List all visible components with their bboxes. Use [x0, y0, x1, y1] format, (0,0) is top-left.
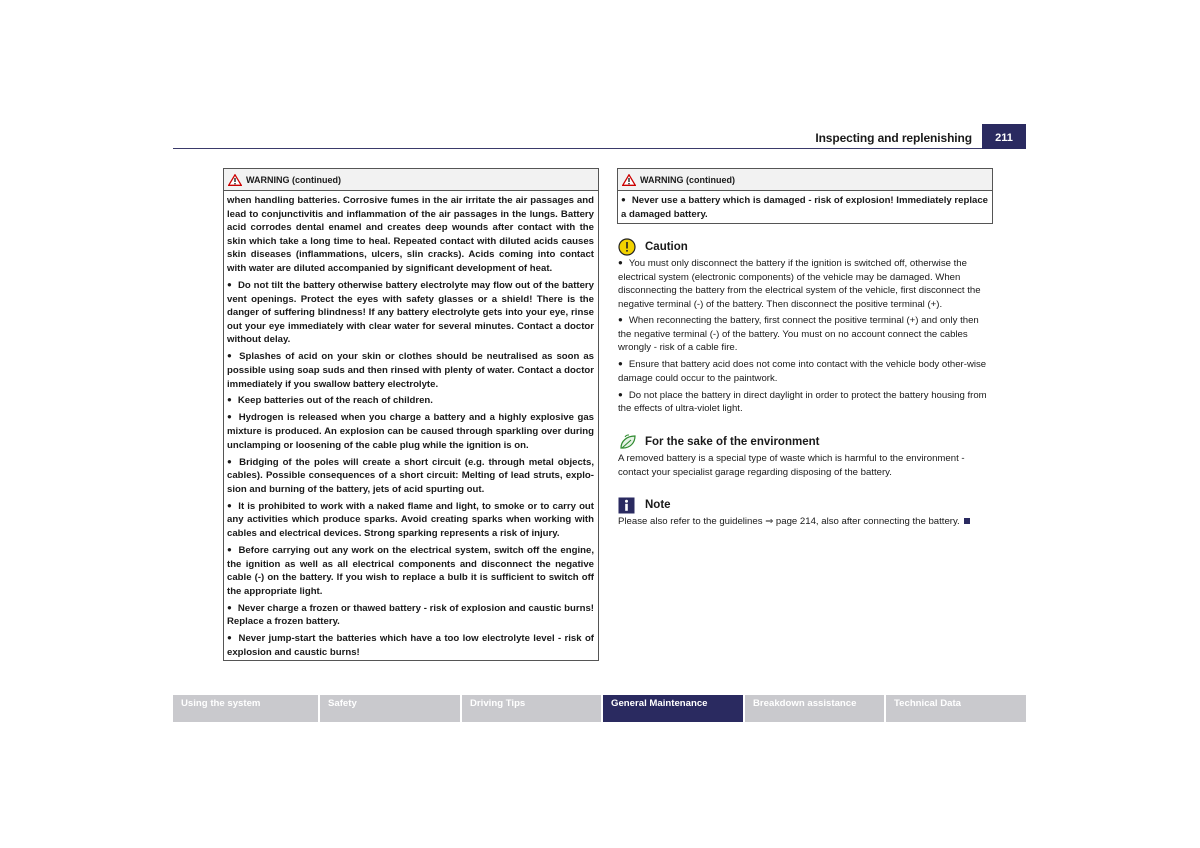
warning-box-right [617, 168, 993, 224]
caution-header [618, 237, 992, 257]
recycle-leaf-icon [618, 433, 638, 451]
note-section [618, 495, 992, 532]
page-number: 211 [982, 124, 1026, 149]
environment-paragraph: A removed battery is a special type of waste which is harmful to the environment - contact your specialist garage regarding disposing of the battery. [618, 453, 965, 478]
warning-body [224, 191, 598, 667]
page-title: Inspecting and replenishing [815, 131, 972, 145]
warning-bullet: ● Splashes of acid on your skin or clothes should be neutralised as soon as possible using soap suds and then rinsed with plenty of water. Contact a doctor immediately if you swallow battery electrolyte. [227, 350, 594, 391]
caution-bullet: ● When reconnecting the battery, first connect the positive terminal (+) and only then the negative terminal (-) of the battery. You must on no account connect the cables wrongly - risk of a cable fire. [618, 314, 992, 355]
warning-header [224, 169, 598, 191]
caution-circle-icon [618, 238, 636, 256]
environment-text [618, 452, 992, 479]
end-mark-icon [964, 518, 970, 524]
warning-header [618, 169, 992, 191]
note-title: Note [645, 499, 671, 511]
caution-bullet: ● Do not place the battery in direct daylight in order to protect the battery housing from the effects of ultra-violet light. [618, 389, 992, 416]
environment-header [618, 432, 992, 452]
caution-bullet: ● You must only disconnect the battery if the ignition is switched off, otherwise the electrical system (electronic components) of the vehicle may be damaged. When disconnecting the battery from the electrical system of the vehicle, first disconnect the negative terminal (-) of the battery. Then disconnect the positive terminal (+). [618, 257, 992, 311]
warning-bullet: ● Never charge a frozen or thawed battery - risk of explosion and caustic burns! Replace a frozen battery. [227, 602, 594, 629]
warning-bullet: ● Keep batteries out of the reach of children. [227, 394, 594, 408]
tab-using-the-system[interactable]: Using the system [173, 695, 318, 722]
warning-bullet: ● Before carrying out any work on the electrical system, switch off the engine, the ignition as well as all electrical components and disconnect the negative cable (-) on the battery. If you wish to replace a bulb it is sufficient to switch off the appropriate light. [227, 544, 594, 598]
tab-general-maintenance[interactable]: General Maintenance [603, 695, 743, 722]
warning-box-left [223, 168, 599, 661]
warning-bullet: ● It is prohibited to work with a naked flame and light, to smoke or to carry out any activities which produce sparks. Avoid creating sparks when working with cables and electrical devices. Strong sparking represents a risk of injury. [227, 500, 594, 541]
header-rule [173, 148, 1026, 149]
caution-bullet: ● Ensure that battery acid does not come into contact with the vehicle body other-wise damage could occur to the paintwork. [618, 358, 992, 385]
caution-text [618, 257, 992, 416]
warning-heading: WARNING (continued) [640, 174, 735, 185]
warning-paragraph: when handling batteries. Corrosive fumes in the air irritate the air passages and lead to conjunctivitis and inflammation of the air passages in the lungs. Battery acid corrodes dental enamel and creates deep wounds after contact with the skin which take a long time to heal. Repeated contact with diluted acids causes skin diseases (inflammations, ulcers, slin cracks). Acids coming into contact with water are diluted accompanied by significant development of heat. [227, 195, 594, 274]
note-header [618, 495, 992, 515]
tab-technical-data[interactable]: Technical Data [886, 695, 1026, 722]
info-icon [618, 497, 635, 514]
tab-breakdown-assistance[interactable]: Breakdown assistance [745, 695, 884, 722]
warning-bullet: ● Never jump-start the batteries which have a too low electrolyte level - risk of explosion and caustic burns! [227, 632, 594, 659]
warning-triangle-icon [228, 174, 242, 186]
warning-triangle-icon [622, 174, 636, 186]
caution-title: Caution [645, 241, 688, 253]
note-paragraph: Please also refer to the guidelines ⇒ page 214, also after connecting the battery. [618, 516, 960, 527]
warning-heading: WARNING (continued) [246, 174, 341, 185]
tab-driving-tips[interactable]: Driving Tips [462, 695, 601, 722]
warning-bullet: ● Bridging of the poles will create a short circuit (e.g. through metal objects, cables). Possible consequences of a short circuit: Melting of lead struts, explo-sion and burning of the battery, jets of acid spurting out. [227, 456, 594, 497]
warning-body [618, 191, 992, 229]
tab-safety[interactable]: Safety [320, 695, 460, 722]
environment-section [618, 432, 992, 482]
warning-bullet: ● Do not tilt the battery otherwise battery electrolyte may flow out of the battery vent openings. Protect the eyes with safety glasses or a shield! There is the danger of suffering blindness! If any battery electrolyte gets into your eye, rinse out your eye immediately with clear water for several minutes. Contact a doctor without delay. [227, 279, 594, 347]
warning-bullet: ● Never use a battery which is damaged - risk of explosion! Immediately replace a damaged battery. [621, 194, 988, 221]
caution-section [618, 237, 992, 419]
chapter-navigation [173, 695, 1026, 722]
environment-title: For the sake of the environment [645, 436, 820, 448]
warning-bullet: ● Hydrogen is released when you charge a battery and a highly explosive gas mixture is produced. An explosion can be caused through sparkling over during unclamping or loosening of the cable plug while the ignition is on. [227, 411, 594, 452]
note-text [618, 515, 992, 529]
